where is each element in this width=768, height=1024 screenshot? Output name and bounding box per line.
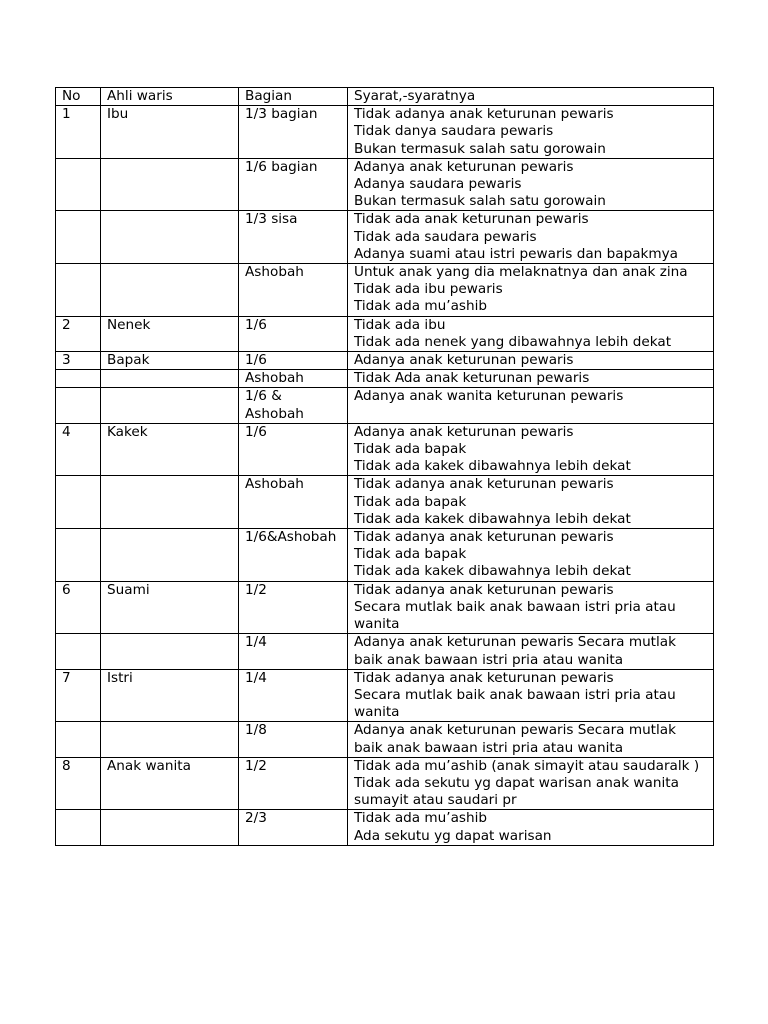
cell-no [56, 529, 101, 582]
cell-syarat [348, 476, 714, 529]
condition-line: Tidak Ada anak keturunan pewaris [354, 370, 590, 387]
condition-line: Tidak ada kakek dibawahnya lebih dekat [354, 510, 631, 527]
condition-line: Adanya anak keturunan pewaris [354, 158, 574, 175]
cell-syarat [348, 352, 714, 370]
cell-ahli-waris: Istri [101, 669, 239, 722]
table-row [56, 264, 714, 317]
cell-no: 8 [56, 757, 101, 810]
table-header-row [56, 88, 714, 106]
cell-no [56, 634, 101, 669]
condition-line: Tidak adanya anak keturunan pewaris [354, 669, 614, 686]
cell-ahli-waris [101, 529, 239, 582]
cell-bagian: Ashobah [239, 476, 348, 529]
cell-no [56, 722, 101, 757]
cell-syarat [348, 264, 714, 317]
table-row [56, 388, 714, 423]
cell-no [56, 810, 101, 845]
table-row [56, 669, 714, 722]
document-page [55, 87, 713, 846]
table-row [56, 211, 714, 264]
condition-line: Tidak ada mu’ashib [354, 810, 488, 827]
cell-bagian: 1/6&Ashobah [239, 529, 348, 582]
table-row [56, 476, 714, 529]
condition-line: Tidak ada saudara pewaris [354, 228, 537, 245]
cell-ahli-waris [101, 722, 239, 757]
condition-line: Tidak ada ibu [354, 316, 446, 333]
table-row [56, 370, 714, 388]
cell-bagian: 1/2 [239, 757, 348, 810]
table-row [56, 529, 714, 582]
cell-ahli-waris [101, 264, 239, 317]
condition-line: Secara mutlak baik anak bawaan istri pria atau wanita [354, 598, 676, 633]
header-syarat: Syarat,-syaratnya [348, 88, 714, 106]
condition-line: Bukan termasuk salah satu gorowain [354, 140, 606, 157]
condition-line: Tidak adanya anak keturunan pewaris [354, 581, 614, 598]
condition-line: Tidak ada nenek yang dibawahnya lebih dekat [354, 333, 672, 350]
cell-bagian: 1/8 [239, 722, 348, 757]
cell-ahli-waris: Bapak [101, 352, 239, 370]
condition-line: Tidak adanya anak keturunan pewaris [354, 476, 614, 493]
cell-syarat [348, 810, 714, 845]
table-row [56, 158, 714, 211]
condition-line: Tidak ada bapak [354, 546, 467, 563]
cell-syarat [348, 388, 714, 423]
cell-bagian: 1/6 [239, 352, 348, 370]
condition-line: Tidak ada ibu pewaris [354, 281, 503, 298]
condition-line: Adanya anak keturunan pewaris [354, 352, 574, 369]
condition-line: Tidak ada bapak [354, 493, 467, 510]
condition-line: Adanya anak keturunan pewaris Secara mutlak baik anak bawaan istri pria atau wanita [354, 722, 676, 756]
condition-line: Tidak danya saudara pewaris [354, 123, 554, 140]
condition-line: Tidak ada bapak [354, 441, 467, 458]
condition-line: Adanya saudara pewaris [354, 176, 522, 193]
cell-bagian: 1/3 sisa [239, 211, 348, 264]
condition-line: Adanya anak keturunan pewaris Secara mutlak baik anak bawaan istri pria atau wanita [354, 634, 676, 668]
cell-no: 1 [56, 106, 101, 159]
cell-syarat [348, 370, 714, 388]
cell-no: 4 [56, 423, 101, 476]
condition-line: Bukan termasuk salah satu gorowain [354, 193, 606, 210]
cell-ahli-waris [101, 388, 239, 423]
header-ahli-waris: Ahli waris [101, 88, 239, 106]
cell-ahli-waris [101, 810, 239, 845]
cell-ahli-waris: Nenek [101, 316, 239, 351]
cell-ahli-waris: Kakek [101, 423, 239, 476]
condition-line: Tidak ada mu’ashib (anak simayit atau saudaralk ) [354, 757, 700, 774]
cell-bagian: 1/6 & Ashobah [239, 388, 348, 423]
cell-bagian: Ashobah [239, 370, 348, 388]
cell-bagian: 2/3 [239, 810, 348, 845]
table-row [56, 722, 714, 757]
table-row [56, 423, 714, 476]
cell-bagian: 1/6 [239, 316, 348, 351]
cell-ahli-waris [101, 634, 239, 669]
condition-line: Tidak ada sekutu yg dapat warisan anak wanita sumayit atau saudari pr [354, 774, 679, 809]
condition-line: Ada sekutu yg dapat warisan [354, 827, 552, 844]
cell-bagian: Ashobah [239, 264, 348, 317]
cell-no [56, 370, 101, 388]
cell-ahli-waris [101, 370, 239, 388]
cell-no [56, 158, 101, 211]
table-row [56, 316, 714, 351]
table-row [56, 352, 714, 370]
cell-ahli-waris: Suami [101, 581, 239, 634]
condition-line: Tidak adanya anak keturunan pewaris [354, 529, 614, 546]
condition-line: Tidak ada anak keturunan pewaris [354, 211, 589, 228]
condition-line: Adanya anak keturunan pewaris [354, 423, 574, 440]
cell-syarat [348, 316, 714, 351]
condition-line: Adanya suami atau istri pewaris dan bapakmya [354, 245, 679, 262]
header-bagian: Bagian [239, 88, 348, 106]
table-row [56, 581, 714, 634]
condition-line: Tidak adanya anak keturunan pewaris [354, 106, 614, 123]
cell-bagian: 1/3 bagian [239, 106, 348, 159]
cell-bagian: 1/6 [239, 423, 348, 476]
condition-line: Adanya anak wanita keturunan pewaris [354, 388, 624, 405]
cell-syarat [348, 634, 714, 669]
cell-syarat [348, 722, 714, 757]
cell-ahli-waris: Ibu [101, 106, 239, 159]
cell-no: 6 [56, 581, 101, 634]
condition-line: Tidak ada kakek dibawahnya lebih dekat [354, 563, 631, 580]
cell-no [56, 476, 101, 529]
cell-syarat [348, 529, 714, 582]
cell-ahli-waris [101, 476, 239, 529]
table-row [56, 757, 714, 810]
cell-syarat [348, 158, 714, 211]
cell-no: 7 [56, 669, 101, 722]
cell-no [56, 264, 101, 317]
condition-line: Tidak ada kakek dibawahnya lebih dekat [354, 458, 631, 475]
cell-no [56, 388, 101, 423]
condition-line: Tidak ada mu’ashib [354, 298, 488, 315]
cell-syarat [348, 106, 714, 159]
cell-no: 3 [56, 352, 101, 370]
header-no: No [56, 88, 101, 106]
cell-syarat [348, 581, 714, 634]
cell-no: 2 [56, 316, 101, 351]
cell-ahli-waris [101, 158, 239, 211]
cell-syarat [348, 211, 714, 264]
cell-syarat [348, 757, 714, 810]
table-body [56, 106, 714, 846]
condition-line: Untuk anak yang dia melaknatnya dan anak zina [354, 264, 688, 281]
condition-line: Secara mutlak baik anak bawaan istri pria atau wanita [354, 686, 676, 721]
table-row [56, 634, 714, 669]
cell-ahli-waris [101, 211, 239, 264]
inheritance-table [55, 87, 714, 846]
cell-bagian: 1/2 [239, 581, 348, 634]
cell-bagian: 1/4 [239, 634, 348, 669]
cell-syarat [348, 669, 714, 722]
table-row [56, 106, 714, 159]
cell-no [56, 211, 101, 264]
cell-syarat [348, 423, 714, 476]
cell-bagian: 1/6 bagian [239, 158, 348, 211]
cell-ahli-waris: Anak wanita [101, 757, 239, 810]
table-row [56, 810, 714, 845]
cell-bagian: 1/4 [239, 669, 348, 722]
